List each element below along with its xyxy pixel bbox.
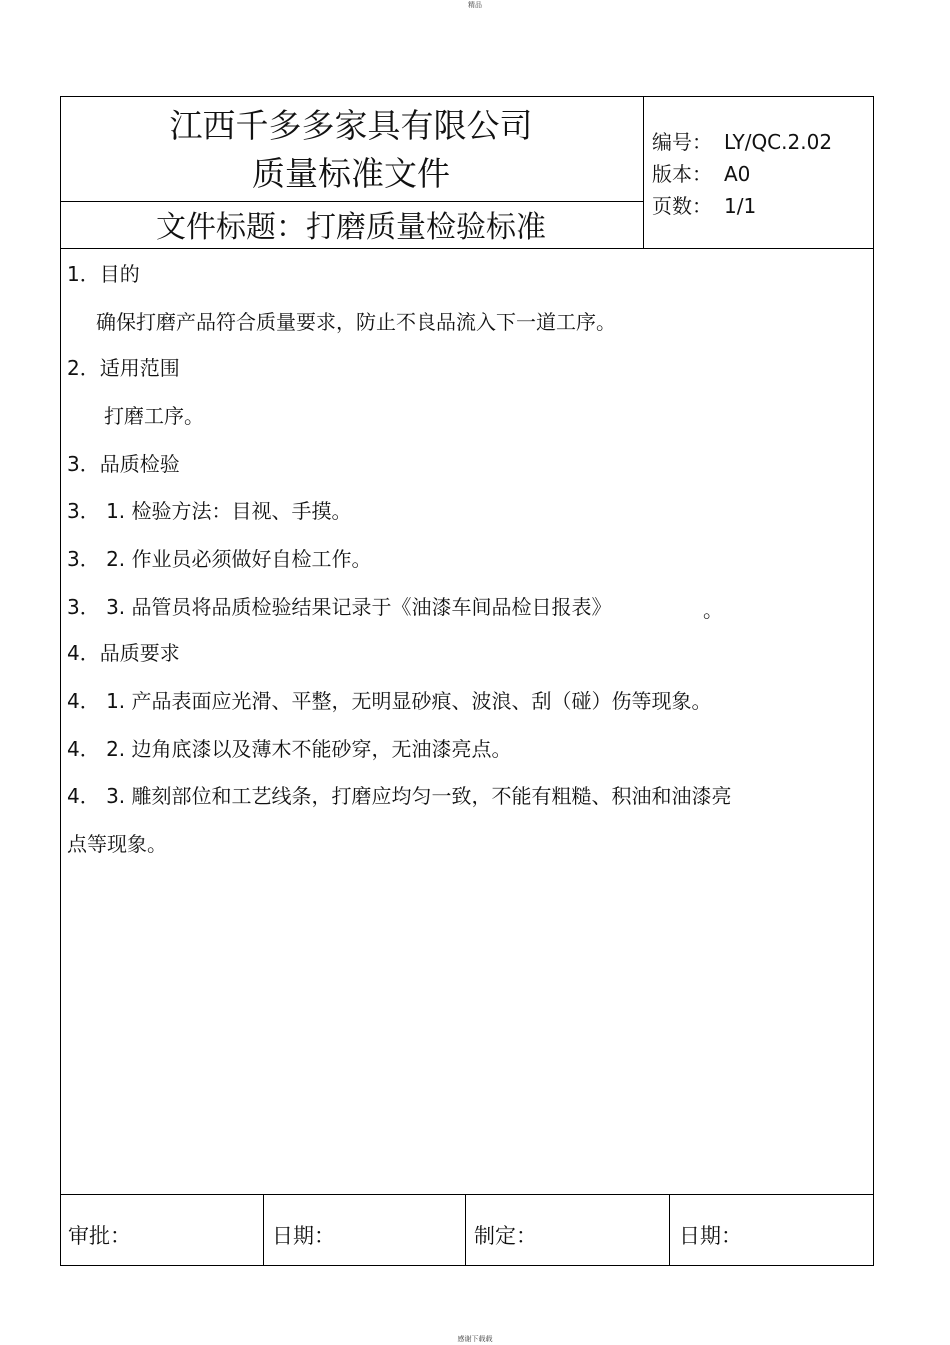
footer-divider-2 [465,1194,466,1266]
section-3-1: 3． 1. 检验方法：目视、手摸。 [67,499,352,523]
footer-divider-1 [263,1194,264,1266]
footer-divider-3 [669,1194,670,1266]
review-signature-label: 审批： [68,1224,131,1248]
section-3-heading: 3．品质检验 [67,452,180,476]
meta-pages [652,190,756,219]
section-4-3-line2: 点等现象。 [67,832,167,856]
meta-number-value: LY/QC.2.02 [724,130,833,154]
meta-version-value: A0 [724,162,751,186]
section-3-2: 3． 2. 作业员必须做好自检工作。 [67,547,372,571]
header-bottom-divider [61,248,873,249]
meta-pages-value: 1/1 [724,194,757,218]
review-date-label: 日期： [272,1224,335,1248]
meta-number [652,126,832,155]
header-vertical-divider [643,97,644,248]
document-type: 质量标准文件 [252,154,450,193]
document-title-label: 文件标题： [156,210,306,245]
section-2-text: 打磨工序。 [104,404,204,428]
section-1-text: 确保打磨产品符合质量要求，防止不良品流入下一道工序。 [96,310,616,334]
meta-version-label: 版本： [652,162,712,186]
document-title [60,202,642,246]
section-4-3-line1: 4． 3. 雕刻部位和工艺线条，打磨应均匀一致，不能有粗糙、积油和油漆亮 [67,784,732,808]
footer-top-divider [61,1194,873,1195]
section-4-1: 4． 1. 产品表面应光滑、平整，无明显砂痕、波浪、刮（碰）伤等现象。 [67,689,712,713]
section-4-heading: 4．品质要求 [67,641,180,665]
section-3-3-end: 。 [703,598,723,622]
page-footer-mark: 感谢下载载 [457,1335,493,1343]
section-1-heading: 1．目的 [67,262,140,286]
page-header-mark: 精品 [468,1,482,9]
section-2-heading: 2．适用范围 [67,356,180,380]
meta-version [652,158,750,187]
section-3-3: 3． 3. 品管员将品质检验结果记录于《油漆车间品检日报表》 [67,595,612,619]
section-4-2: 4． 2. 边角底漆以及薄木不能砂穿，无油漆亮点。 [67,737,512,761]
document-title-text: 打磨质量检验标准 [306,210,546,245]
document-frame [60,96,874,1266]
prepared-date-label: 日期： [679,1224,742,1248]
meta-number-label: 编号： [652,130,712,154]
meta-pages-label: 页数： [652,194,712,218]
prepared-signature-label: 制定： [474,1224,537,1248]
company-name: 江西千多多家具有限公司 [169,106,533,145]
